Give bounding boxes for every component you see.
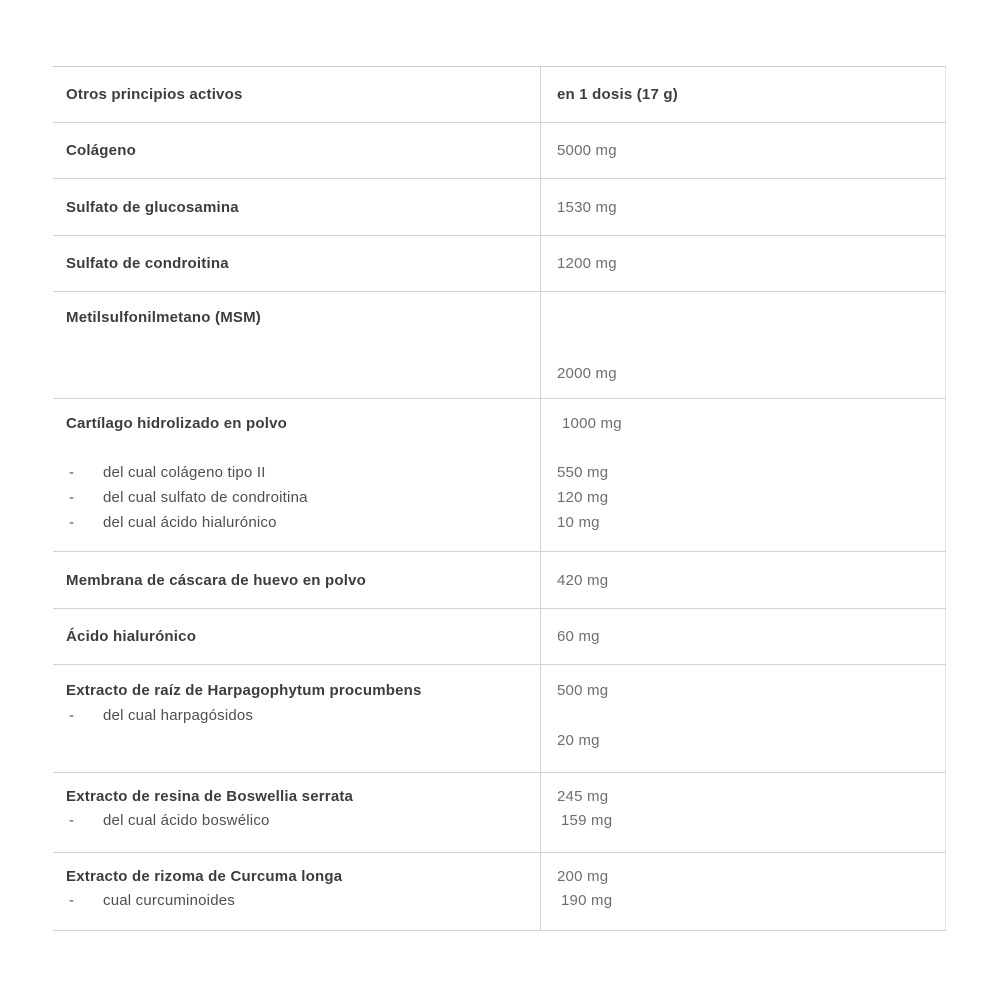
ingredient-cell xyxy=(53,552,540,608)
ingredient-label: Extracto de raíz de Harpagophytum procumbens xyxy=(66,682,422,699)
ingredient-label: Ácido hialurónico xyxy=(66,628,197,645)
ingredient-label: Sulfato de condroitina xyxy=(66,255,229,272)
amount-value: 245 mg xyxy=(557,788,609,805)
sub-ingredient-label: cual curcuminoides xyxy=(103,892,235,909)
table-row xyxy=(53,399,946,552)
table-row xyxy=(53,853,946,931)
amount-cell xyxy=(540,609,946,664)
sub-amount-value: 159 mg xyxy=(561,812,613,829)
table-row xyxy=(53,609,946,665)
ingredient-cell xyxy=(53,399,540,551)
sub-amount-value: 20 mg xyxy=(557,732,600,749)
table-row xyxy=(53,123,946,179)
sub-ingredient-line xyxy=(53,460,540,485)
sub-ingredient-label: del cual ácido boswélico xyxy=(103,812,270,829)
sub-amount-value: 550 mg xyxy=(557,464,609,481)
sub-ingredient-label: del cual harpagósidos xyxy=(103,707,254,724)
sub-ingredient-label: del cual sulfato de condroitina xyxy=(103,489,308,506)
dash-bullet: - xyxy=(69,812,75,829)
amount-value: 1000 mg xyxy=(562,415,622,432)
amount-cell xyxy=(540,773,946,852)
table-row xyxy=(53,236,946,292)
ingredient-cell xyxy=(53,123,540,178)
amount-value: 500 mg xyxy=(557,682,609,699)
amount-value: 200 mg xyxy=(557,868,609,885)
sub-ingredient-line xyxy=(53,703,540,728)
ingredient-label: Sulfato de glucosamina xyxy=(66,198,239,216)
dash-bullet: - xyxy=(69,892,75,909)
sub-amount-value: 10 mg xyxy=(557,514,600,531)
amount-cell xyxy=(540,853,946,930)
amount-cell xyxy=(540,552,946,608)
ingredient-label: Extracto de resina de Boswellia serrata xyxy=(66,788,354,805)
table-row xyxy=(53,552,946,609)
dash-bullet: - xyxy=(69,707,75,724)
ingredient-label: Colágeno xyxy=(66,142,136,159)
supplement-facts-table xyxy=(53,66,946,931)
sub-amount-value: 120 mg xyxy=(557,489,609,506)
ingredient-cell xyxy=(53,292,540,398)
ingredient-cell xyxy=(53,236,540,291)
amount-cell xyxy=(540,292,946,398)
amount-cell xyxy=(540,123,946,178)
spacer xyxy=(557,703,945,728)
ingredient-label: Extracto de rizoma de Curcuma longa xyxy=(66,868,343,885)
amount-value: 1200 mg xyxy=(557,255,617,272)
sub-ingredient-label: del cual ácido hialurónico xyxy=(103,514,277,531)
table-header-row xyxy=(53,67,946,123)
table-row xyxy=(53,179,946,236)
ingredient-cell xyxy=(53,665,540,772)
ingredient-header-cell xyxy=(53,67,540,122)
amount-cell xyxy=(540,236,946,291)
ingredient-label: Membrana de cáscara de huevo en polvo xyxy=(66,571,367,589)
ingredient-label: Metilsulfonilmetano (MSM) xyxy=(66,309,261,326)
ingredient-column-title: Otros principios activos xyxy=(66,86,243,103)
ingredient-cell xyxy=(53,609,540,664)
amount-value: 60 mg xyxy=(557,628,600,645)
spacer xyxy=(557,436,945,460)
sub-ingredient-label: del cual colágeno tipo II xyxy=(103,464,266,481)
ingredient-cell xyxy=(53,853,540,930)
table-row xyxy=(53,292,946,399)
sub-ingredient-line xyxy=(53,809,540,833)
ingredient-cell xyxy=(53,179,540,235)
amount-cell xyxy=(540,665,946,772)
amount-value: 1530 mg xyxy=(557,198,617,216)
table-row xyxy=(53,773,946,853)
sub-ingredient-line xyxy=(53,889,540,913)
amount-cell xyxy=(540,179,946,235)
dash-bullet: - xyxy=(69,514,75,531)
dose-column-title: en 1 dosis (17 g) xyxy=(557,86,678,103)
sub-ingredient-line xyxy=(53,485,540,510)
sub-amount-value: 190 mg xyxy=(561,892,613,909)
amount-value: 5000 mg xyxy=(557,142,617,159)
dose-header-cell xyxy=(540,67,946,122)
amount-cell xyxy=(540,399,946,551)
ingredient-label: Cartílago hidrolizado en polvo xyxy=(66,415,288,432)
dash-bullet: - xyxy=(69,464,75,481)
amount-value: 420 mg xyxy=(557,571,609,589)
ingredient-cell xyxy=(53,773,540,852)
spacer xyxy=(53,436,540,460)
dash-bullet: - xyxy=(69,489,75,506)
sub-ingredient-line xyxy=(53,510,540,535)
table-row xyxy=(53,665,946,773)
amount-value: 2000 mg xyxy=(557,365,617,382)
